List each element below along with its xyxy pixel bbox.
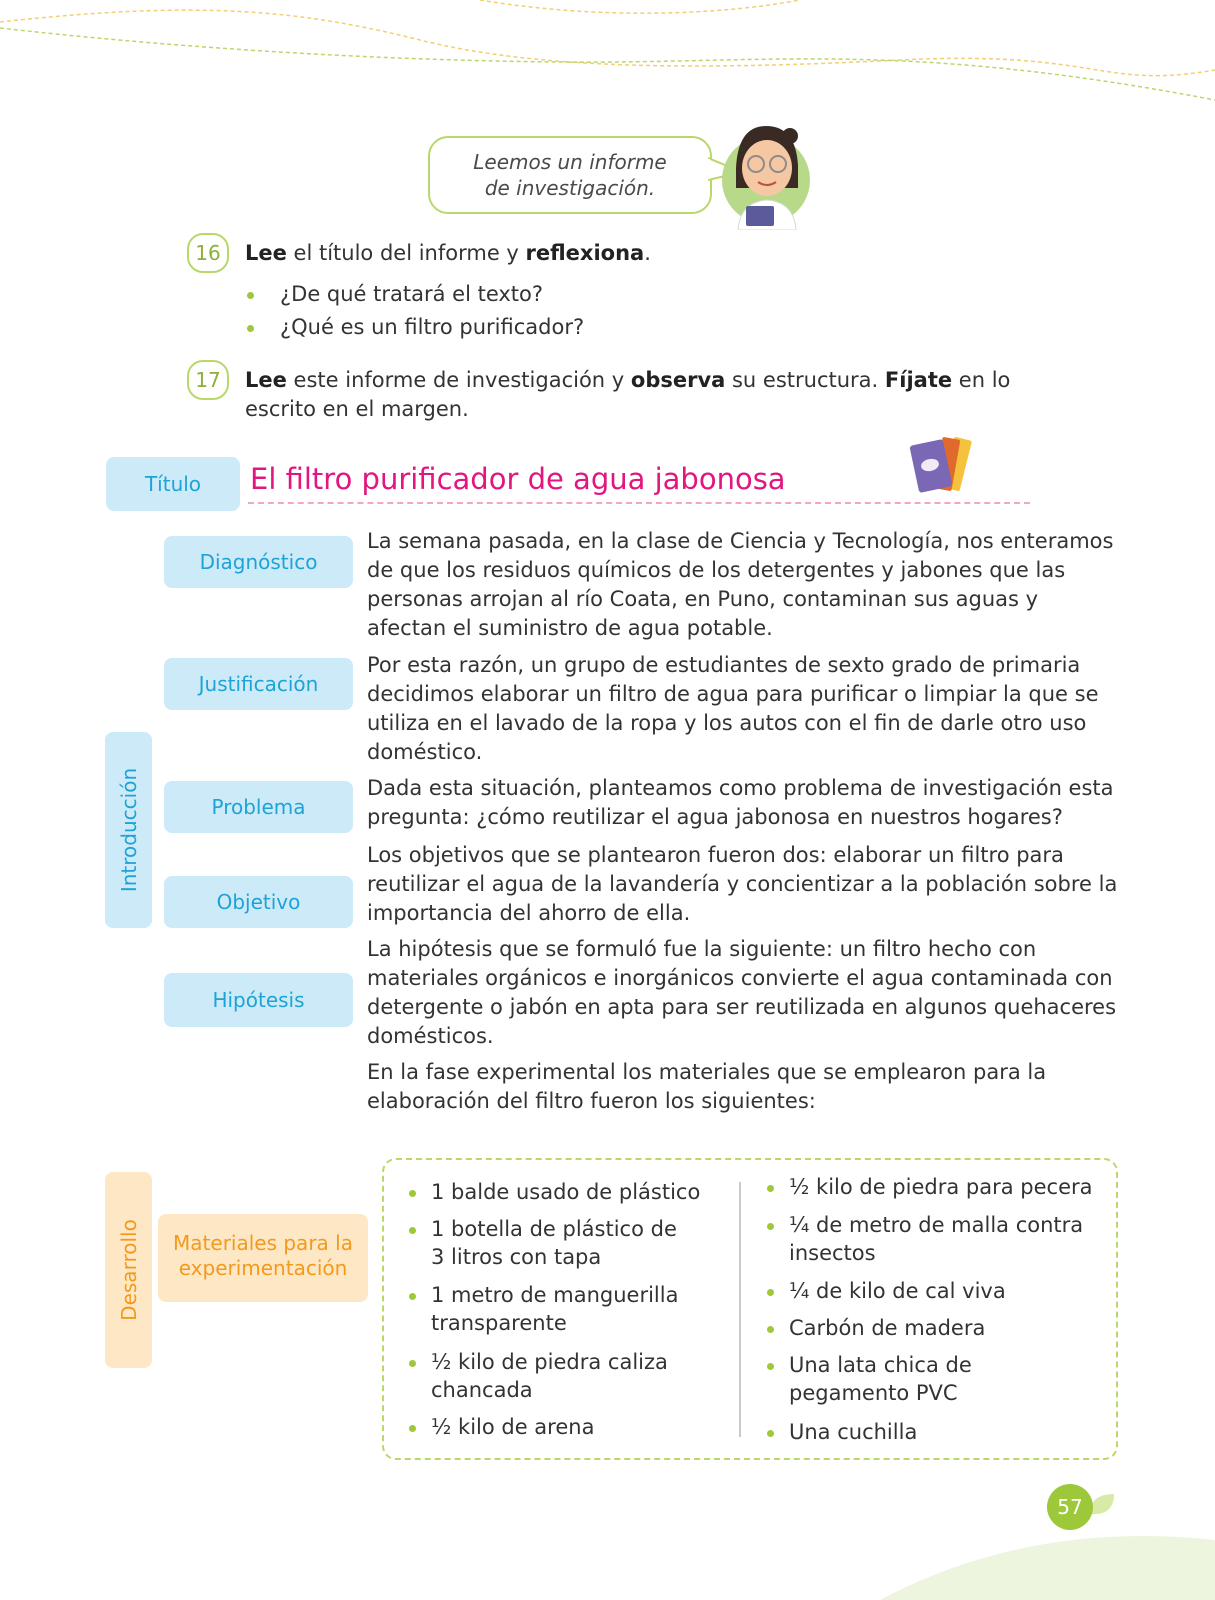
- label-titulo: Título: [106, 457, 240, 511]
- label-hipotesis: Hipótesis: [164, 973, 353, 1027]
- text-line: personas arrojan al río Coata, en Puno, contaminan sus aguas y: [367, 587, 1039, 611]
- material-item: [789, 1211, 1083, 1267]
- material-item: ½ kilo de arena: [431, 1415, 595, 1439]
- verb-lee: Lee: [245, 368, 287, 392]
- bullet-dot: [767, 1430, 774, 1437]
- text-line: La hipótesis que se formuló fue la siguiente: un filtro hecho con: [367, 937, 1037, 961]
- page-number: 57: [1047, 1484, 1093, 1530]
- material-line: ½ kilo de piedra caliza: [431, 1350, 668, 1374]
- activity-17-instruction-line-2: escrito en el margen.: [245, 397, 469, 421]
- paragraph-objetivo: [367, 841, 1127, 928]
- speech-bubble: [428, 136, 712, 214]
- question-1: ¿De qué tratará el texto?: [280, 282, 544, 306]
- bubble-line-1: Leemos un informe: [473, 150, 667, 174]
- bullet-dot: [767, 1363, 774, 1370]
- material-item: [431, 1348, 668, 1404]
- material-item: Carbón de madera: [789, 1316, 986, 1340]
- material-line: 3 litros con tapa: [431, 1245, 602, 1269]
- bullet-dot: [409, 1360, 416, 1367]
- bullet-dot: [409, 1425, 416, 1432]
- material-item: 1 balde usado de plástico: [431, 1180, 701, 1204]
- label-materiales: [158, 1214, 368, 1302]
- text-line: elaboración del filtro fueron los siguientes:: [367, 1089, 816, 1113]
- question-2: ¿Qué es un filtro purificador?: [280, 315, 585, 339]
- text-line: doméstico.: [367, 740, 483, 764]
- material-line: ¼ de metro de malla contra: [789, 1213, 1084, 1237]
- material-line: transparente: [431, 1311, 567, 1335]
- decorative-top-wave: [0, 0, 1215, 110]
- title-divider: [248, 502, 1030, 504]
- label-desarrollo: [105, 1172, 152, 1368]
- text-line: domésticos.: [367, 1024, 494, 1048]
- material-line: chancada: [431, 1378, 533, 1402]
- material-item: [789, 1351, 972, 1407]
- bullet-dot: [409, 1190, 416, 1197]
- paragraph-diagnostico: [367, 527, 1127, 643]
- material-line: Una lata chica de: [789, 1353, 972, 1377]
- label-objetivo: Objetivo: [164, 876, 353, 928]
- label-problema: Problema: [164, 781, 353, 833]
- instruction-text: este informe de investigación y: [286, 368, 631, 392]
- text-line: afectan el suministro de agua potable.: [367, 616, 773, 640]
- bullet-dot: [409, 1227, 416, 1234]
- text-line: utiliza en el lavado de la ropa y los autos con el fin de darle otro uso: [367, 711, 1087, 735]
- verb-fijate: Fíjate: [884, 368, 953, 392]
- material-item: Una cuchilla: [789, 1420, 918, 1444]
- bullet-dot: [409, 1293, 416, 1300]
- material-line: insectos: [789, 1241, 876, 1265]
- text-line: decidimos elaborar un filtro de agua para purificar o limpiar la que se: [367, 682, 1099, 706]
- text-line: Por esta razón, un grupo de estudiantes de sexto grado de primaria: [367, 653, 1081, 677]
- label-introduccion: [105, 732, 152, 928]
- verb-observa: observa: [630, 368, 726, 392]
- material-line: 1 metro de manguerilla: [431, 1283, 679, 1307]
- text-line: reutilizar el agua de la lavandería y concientizar a la población sobre la: [367, 872, 1118, 896]
- label-introduccion-text: Introducción: [116, 767, 141, 893]
- text-line: de que los residuos químicos de los detergentes y jabones que las: [367, 558, 1066, 582]
- bubble-line-2: de investigación.: [484, 176, 656, 200]
- material-item: [431, 1215, 677, 1271]
- text-line: detergente o jabón en apta para ser reutilizada en algunos quehaceres: [367, 995, 1117, 1019]
- activity-16-instruction: [245, 239, 651, 268]
- verb-reflexiona: reflexiona: [525, 241, 645, 265]
- bullet-dot: [767, 1223, 774, 1230]
- label-diagnostico: Diagnóstico: [164, 536, 353, 588]
- material-item: ¼ de kilo de cal viva: [789, 1279, 1006, 1303]
- materials-divider: [739, 1182, 741, 1437]
- text-line: pregunta: ¿cómo reutilizar el agua jabonosa en nuestros hogares?: [367, 805, 1063, 829]
- girl-illustration: [718, 118, 812, 230]
- text-line: La semana pasada, en la clase de Ciencia y Tecnología, nos enteramos: [367, 529, 1114, 553]
- paragraph-problema: [367, 774, 1127, 832]
- books-icon: [908, 432, 990, 494]
- report-title: El filtro purificador de agua jabonosa: [250, 462, 786, 496]
- material-item: [431, 1281, 678, 1337]
- activity-number-17: 17: [187, 360, 229, 400]
- material-line: pegamento PVC: [789, 1381, 958, 1405]
- material-line: 1 botella de plástico de: [431, 1217, 677, 1241]
- text-line: importancia del ahorro de ella.: [367, 901, 691, 925]
- bullet-dot: [767, 1289, 774, 1296]
- paragraph-hipotesis: [367, 935, 1127, 1051]
- paragraph-justificacion: [367, 651, 1127, 767]
- activity-number-16: 16: [187, 233, 229, 273]
- text-line: En la fase experimental los materiales que se emplearon para la: [367, 1060, 1047, 1084]
- label-desarrollo-text: Desarrollo: [116, 1219, 141, 1321]
- bottom-corner-decoration: [880, 1520, 1215, 1600]
- bullet-dot: [767, 1326, 774, 1333]
- instruction-text: el título del informe y: [286, 241, 526, 265]
- bullet-dot: [767, 1185, 774, 1192]
- verb-lee: Lee: [245, 241, 287, 265]
- activity-17-instruction: [245, 366, 1010, 395]
- text-line: Dada esta situación, planteamos como problema de investigación esta: [367, 776, 1114, 800]
- instruction-text: su estructura.: [725, 368, 885, 392]
- label-materiales-line-2: experimentación: [178, 1256, 348, 1280]
- text-line: Los objetivos que se plantearon fueron dos: elaborar un filtro para: [367, 843, 1064, 867]
- bullet-dot: [247, 325, 254, 332]
- bullet-dot: [247, 292, 254, 299]
- material-item: ½ kilo de piedra para pecera: [789, 1175, 1093, 1199]
- text-line: materiales orgánicos e inorgánicos convierte el agua contaminada con: [367, 966, 1113, 990]
- instruction-period: .: [644, 241, 651, 265]
- instruction-text: en lo: [952, 368, 1011, 392]
- paragraph-fase-experimental: [367, 1058, 1127, 1116]
- label-justificacion: Justificación: [164, 658, 353, 710]
- label-materiales-line-1: Materiales para la: [173, 1231, 353, 1255]
